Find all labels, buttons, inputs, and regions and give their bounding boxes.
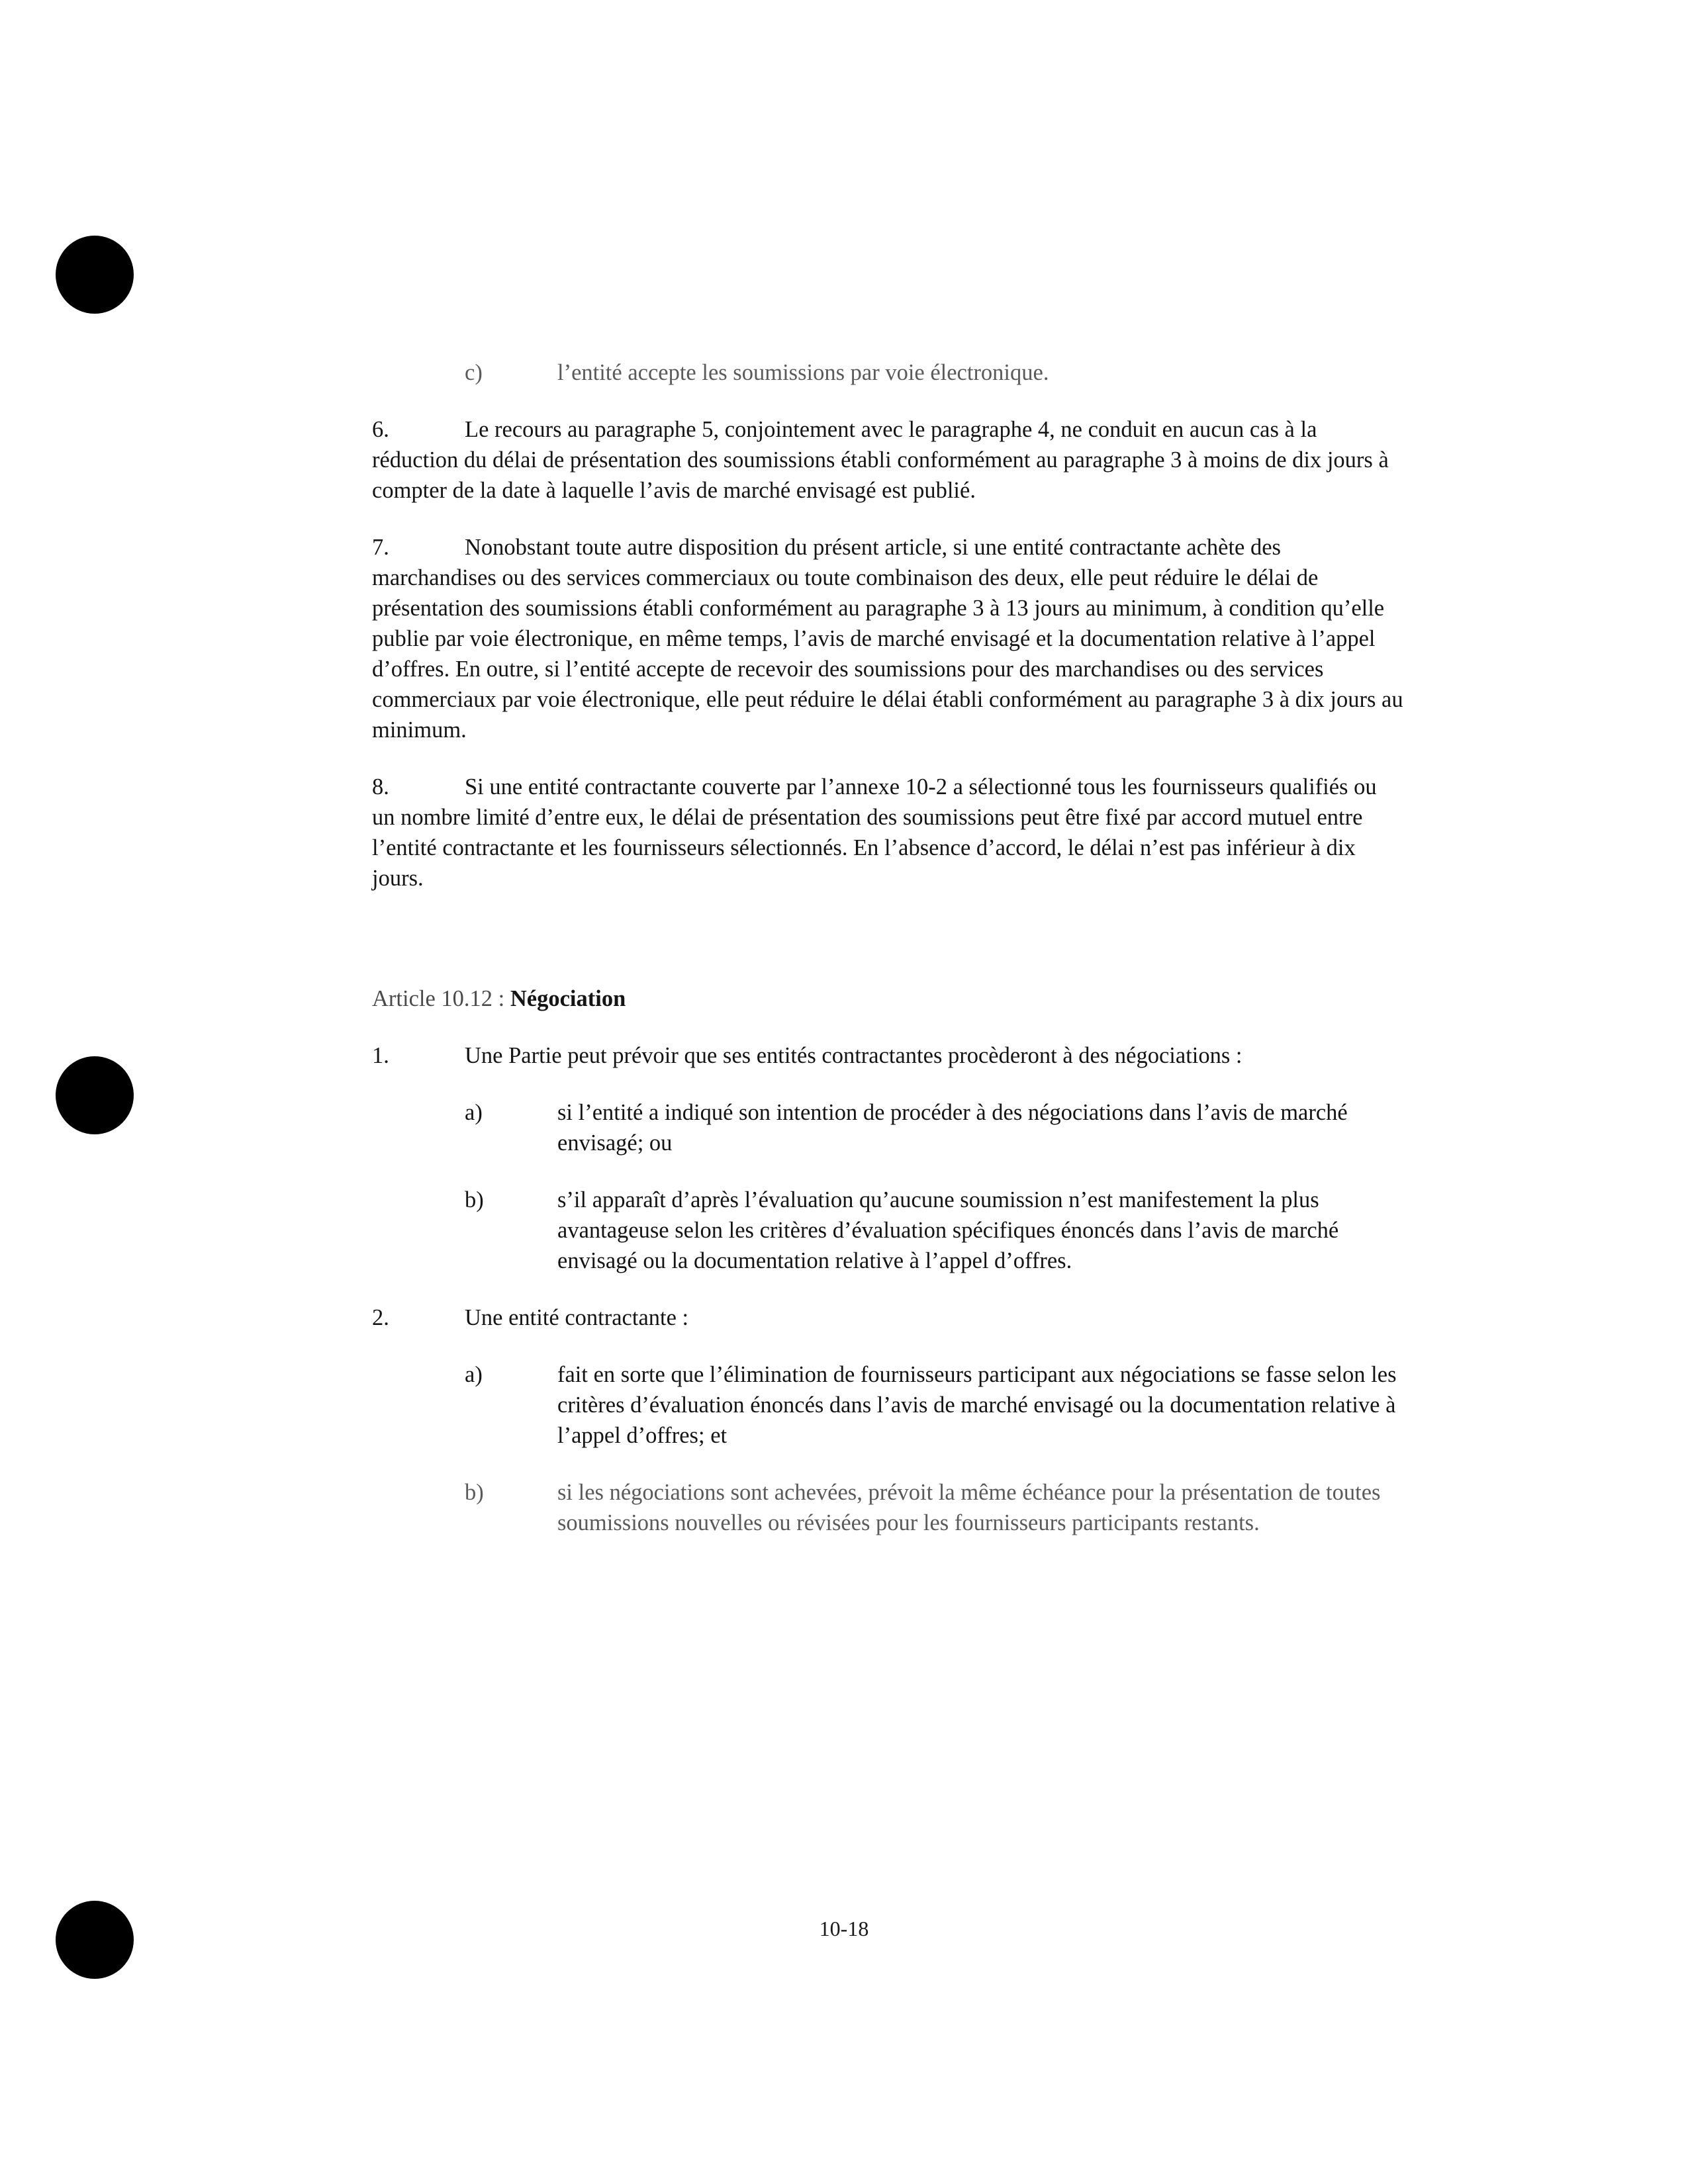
paragraph-number: 8. <box>372 774 389 799</box>
section-number: 2. <box>372 1305 389 1330</box>
item-letter: b) <box>465 1187 484 1212</box>
paragraph-text: Si une entité contractante couverte par l’annexe 10-2 a sélectionné tous les fournisseurs qualifiés ou un nombre limité d’entre eux, le délai de présentation des soumissions peut être fixé par accord mutuel entre l’entité contractante et les fournisseurs sélectionnés. En l’absence d’accord, le délai n’est pas inférieur à dix jours. <box>372 774 1377 891</box>
paragraph-8 <box>372 772 1405 893</box>
item-text: s’il apparaît d’après l’évaluation qu’aucune soumission n’est manifestement la plus avantageuse selon les critères d’évaluation spécifiques énoncés dans l’avis de marché envisagé ou la documentation relative à l’appel d’offres. <box>557 1187 1339 1273</box>
item-text: si les négociations sont achevées, prévoit la même échéance pour la présentation de toutes soumissions nouvelles ou révisées pour les fournisseurs participants restants. <box>557 1480 1381 1535</box>
section-text: Une entité contractante : <box>465 1305 689 1330</box>
binder-hole-top <box>56 236 134 314</box>
item-text: si l’entité a indiqué son intention de procéder à des négociations dans l’avis de marché envisagé; ou <box>557 1100 1348 1156</box>
section-1 <box>372 1040 1405 1071</box>
list-item-1b <box>372 1185 1405 1276</box>
document-body <box>372 357 1405 1538</box>
paragraph-number: 6. <box>372 417 389 442</box>
section-2 <box>372 1302 1405 1333</box>
paragraph-6 <box>372 414 1405 506</box>
section-number: 1. <box>372 1043 389 1068</box>
page-number: 10-18 <box>819 1917 869 1940</box>
list-item-2a <box>372 1359 1405 1451</box>
article-number: Article 10.12 : <box>372 986 505 1011</box>
item-text: l’entité accepte les soumissions par voie électronique. <box>557 360 1049 385</box>
section-text: Une Partie peut prévoir que ses entités contractantes procèderont à des négociations : <box>465 1043 1243 1068</box>
list-item-2b <box>372 1477 1405 1538</box>
article-title: Négociation <box>510 986 626 1011</box>
paragraph-text: Nonobstant toute autre disposition du présent article, si une entité contractante achète des marchandises ou des services commerciaux ou toute combinaison des deux, elle peut réduire le délai de présentation des soumissions établi conformément au paragraphe 3 à 13 jours au minimum, à condition qu’elle publie par voie électronique, en même temps, l’avis de marché envisagé et la documentation relative à l’appel d’offres. En outre, si l’entité accepte de recevoir des soumissions pour des marchandises ou des services commerciaux par voie électronique, elle peut réduire le délai établi conformément au paragraphe 3 à dix jours au minimum. <box>372 535 1403 743</box>
item-letter: c) <box>465 360 483 385</box>
item-letter: a) <box>465 1100 483 1125</box>
item-letter: b) <box>465 1480 484 1505</box>
paragraph-text: Le recours au paragraphe 5, conjointement avec le paragraphe 4, ne conduit en aucun cas à la réduction du délai de présentation des soumissions établi conformément au paragraphe 3 à moins de dix jours à compter de la date à laquelle l’avis de marché envisagé est publié. <box>372 417 1389 503</box>
binder-hole-middle <box>56 1056 134 1134</box>
paragraph-number: 7. <box>372 535 389 560</box>
article-heading <box>372 983 1405 1014</box>
item-text: fait en sorte que l’élimination de fournisseurs participant aux négociations se fasse selon les critères d’évaluation énoncés dans l’avis de marché envisagé ou la documentation relative à l’appel d’offres; et <box>557 1362 1397 1448</box>
list-item-1a <box>372 1097 1405 1158</box>
list-item-c <box>372 357 1405 388</box>
item-letter: a) <box>465 1362 483 1387</box>
paragraph-7 <box>372 532 1405 745</box>
